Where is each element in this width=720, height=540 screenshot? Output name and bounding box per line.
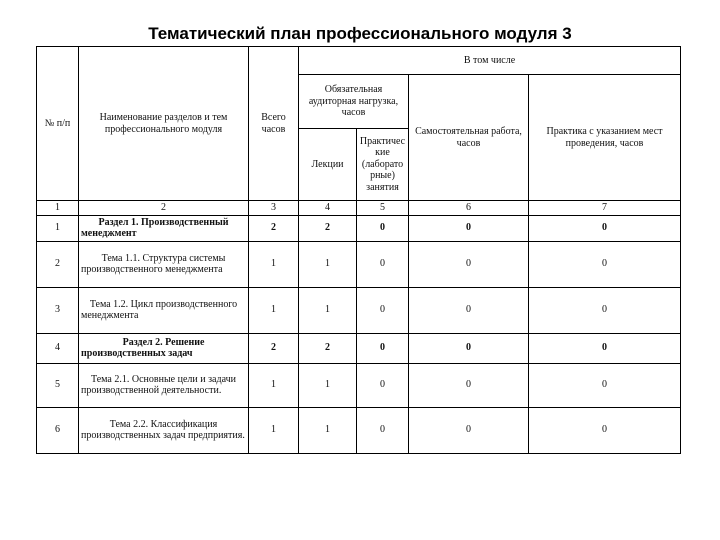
header-total: Всего часов xyxy=(249,47,299,201)
row-num: 5 xyxy=(37,363,79,407)
header-mandatory: Обязательная аудиторная нагрузка, часов xyxy=(299,75,409,129)
col-number-3: 3 xyxy=(249,201,299,216)
table-row xyxy=(37,363,681,407)
row-total: 2 xyxy=(249,333,299,363)
col-number-2: 2 xyxy=(79,201,249,216)
col-number-4: 4 xyxy=(299,201,357,216)
header-practical: Практичес кие (лаборато рные) занятия xyxy=(357,129,409,201)
row-total: 1 xyxy=(249,407,299,453)
row-independent: 0 xyxy=(409,407,529,453)
thematic-plan-table xyxy=(36,46,681,454)
row-name: Тема 2.1. Основные цели и задачи производственной деятельности. xyxy=(79,363,249,407)
row-independent: 0 xyxy=(409,241,529,287)
header-num: № п/п xyxy=(37,47,79,201)
row-practice: 0 xyxy=(529,215,681,241)
header-row-1 xyxy=(37,47,681,75)
col-number-7: 7 xyxy=(529,201,681,216)
row-num: 1 xyxy=(37,215,79,241)
row-lectures: 1 xyxy=(299,241,357,287)
header-name: Наименование разделов и тем профессионального модуля xyxy=(79,47,249,201)
table-row xyxy=(37,241,681,287)
row-name: Тема 1.1. Структура системы производственного менеджмента xyxy=(79,241,249,287)
row-practical: 0 xyxy=(357,363,409,407)
row-num: 4 xyxy=(37,333,79,363)
row-name: Раздел 1. Производственный менеджмент xyxy=(79,215,249,241)
row-name: Тема 1.2. Цикл производственного менеджмента xyxy=(79,287,249,333)
header-practice: Практика с указанием мест проведения, часов xyxy=(529,75,681,201)
page-title: Тематический план профессионального модуля 3 xyxy=(148,24,572,43)
row-name: Тема 2.2. Классификация производственных задач предприятия. xyxy=(79,407,249,453)
table-row xyxy=(37,333,681,363)
row-name: Раздел 2. Решение производственных задач xyxy=(79,333,249,363)
row-practical: 0 xyxy=(357,407,409,453)
row-independent: 0 xyxy=(409,333,529,363)
col-number-6: 6 xyxy=(409,201,529,216)
row-practical: 0 xyxy=(357,287,409,333)
row-total: 1 xyxy=(249,287,299,333)
row-lectures: 2 xyxy=(299,215,357,241)
row-practical: 0 xyxy=(357,333,409,363)
table-row xyxy=(37,215,681,241)
header-lectures: Лекции xyxy=(299,129,357,201)
row-num: 3 xyxy=(37,287,79,333)
row-total: 1 xyxy=(249,363,299,407)
table-row xyxy=(37,407,681,453)
row-practice: 0 xyxy=(529,333,681,363)
row-lectures: 2 xyxy=(299,333,357,363)
header-independent: Самостоятельная работа, часов xyxy=(409,75,529,201)
col-number-5: 5 xyxy=(357,201,409,216)
row-independent: 0 xyxy=(409,363,529,407)
row-practice: 0 xyxy=(529,241,681,287)
column-number-row xyxy=(37,201,681,216)
row-practical: 0 xyxy=(357,215,409,241)
header-including: В том числе xyxy=(299,47,681,75)
row-independent: 0 xyxy=(409,215,529,241)
row-lectures: 1 xyxy=(299,407,357,453)
row-lectures: 1 xyxy=(299,287,357,333)
row-total: 1 xyxy=(249,241,299,287)
row-practice: 0 xyxy=(529,407,681,453)
col-number-1: 1 xyxy=(37,201,79,216)
row-practice: 0 xyxy=(529,363,681,407)
row-total: 2 xyxy=(249,215,299,241)
row-practical: 0 xyxy=(357,241,409,287)
row-num: 2 xyxy=(37,241,79,287)
row-independent: 0 xyxy=(409,287,529,333)
row-num: 6 xyxy=(37,407,79,453)
row-lectures: 1 xyxy=(299,363,357,407)
table-row xyxy=(37,287,681,333)
row-practice: 0 xyxy=(529,287,681,333)
